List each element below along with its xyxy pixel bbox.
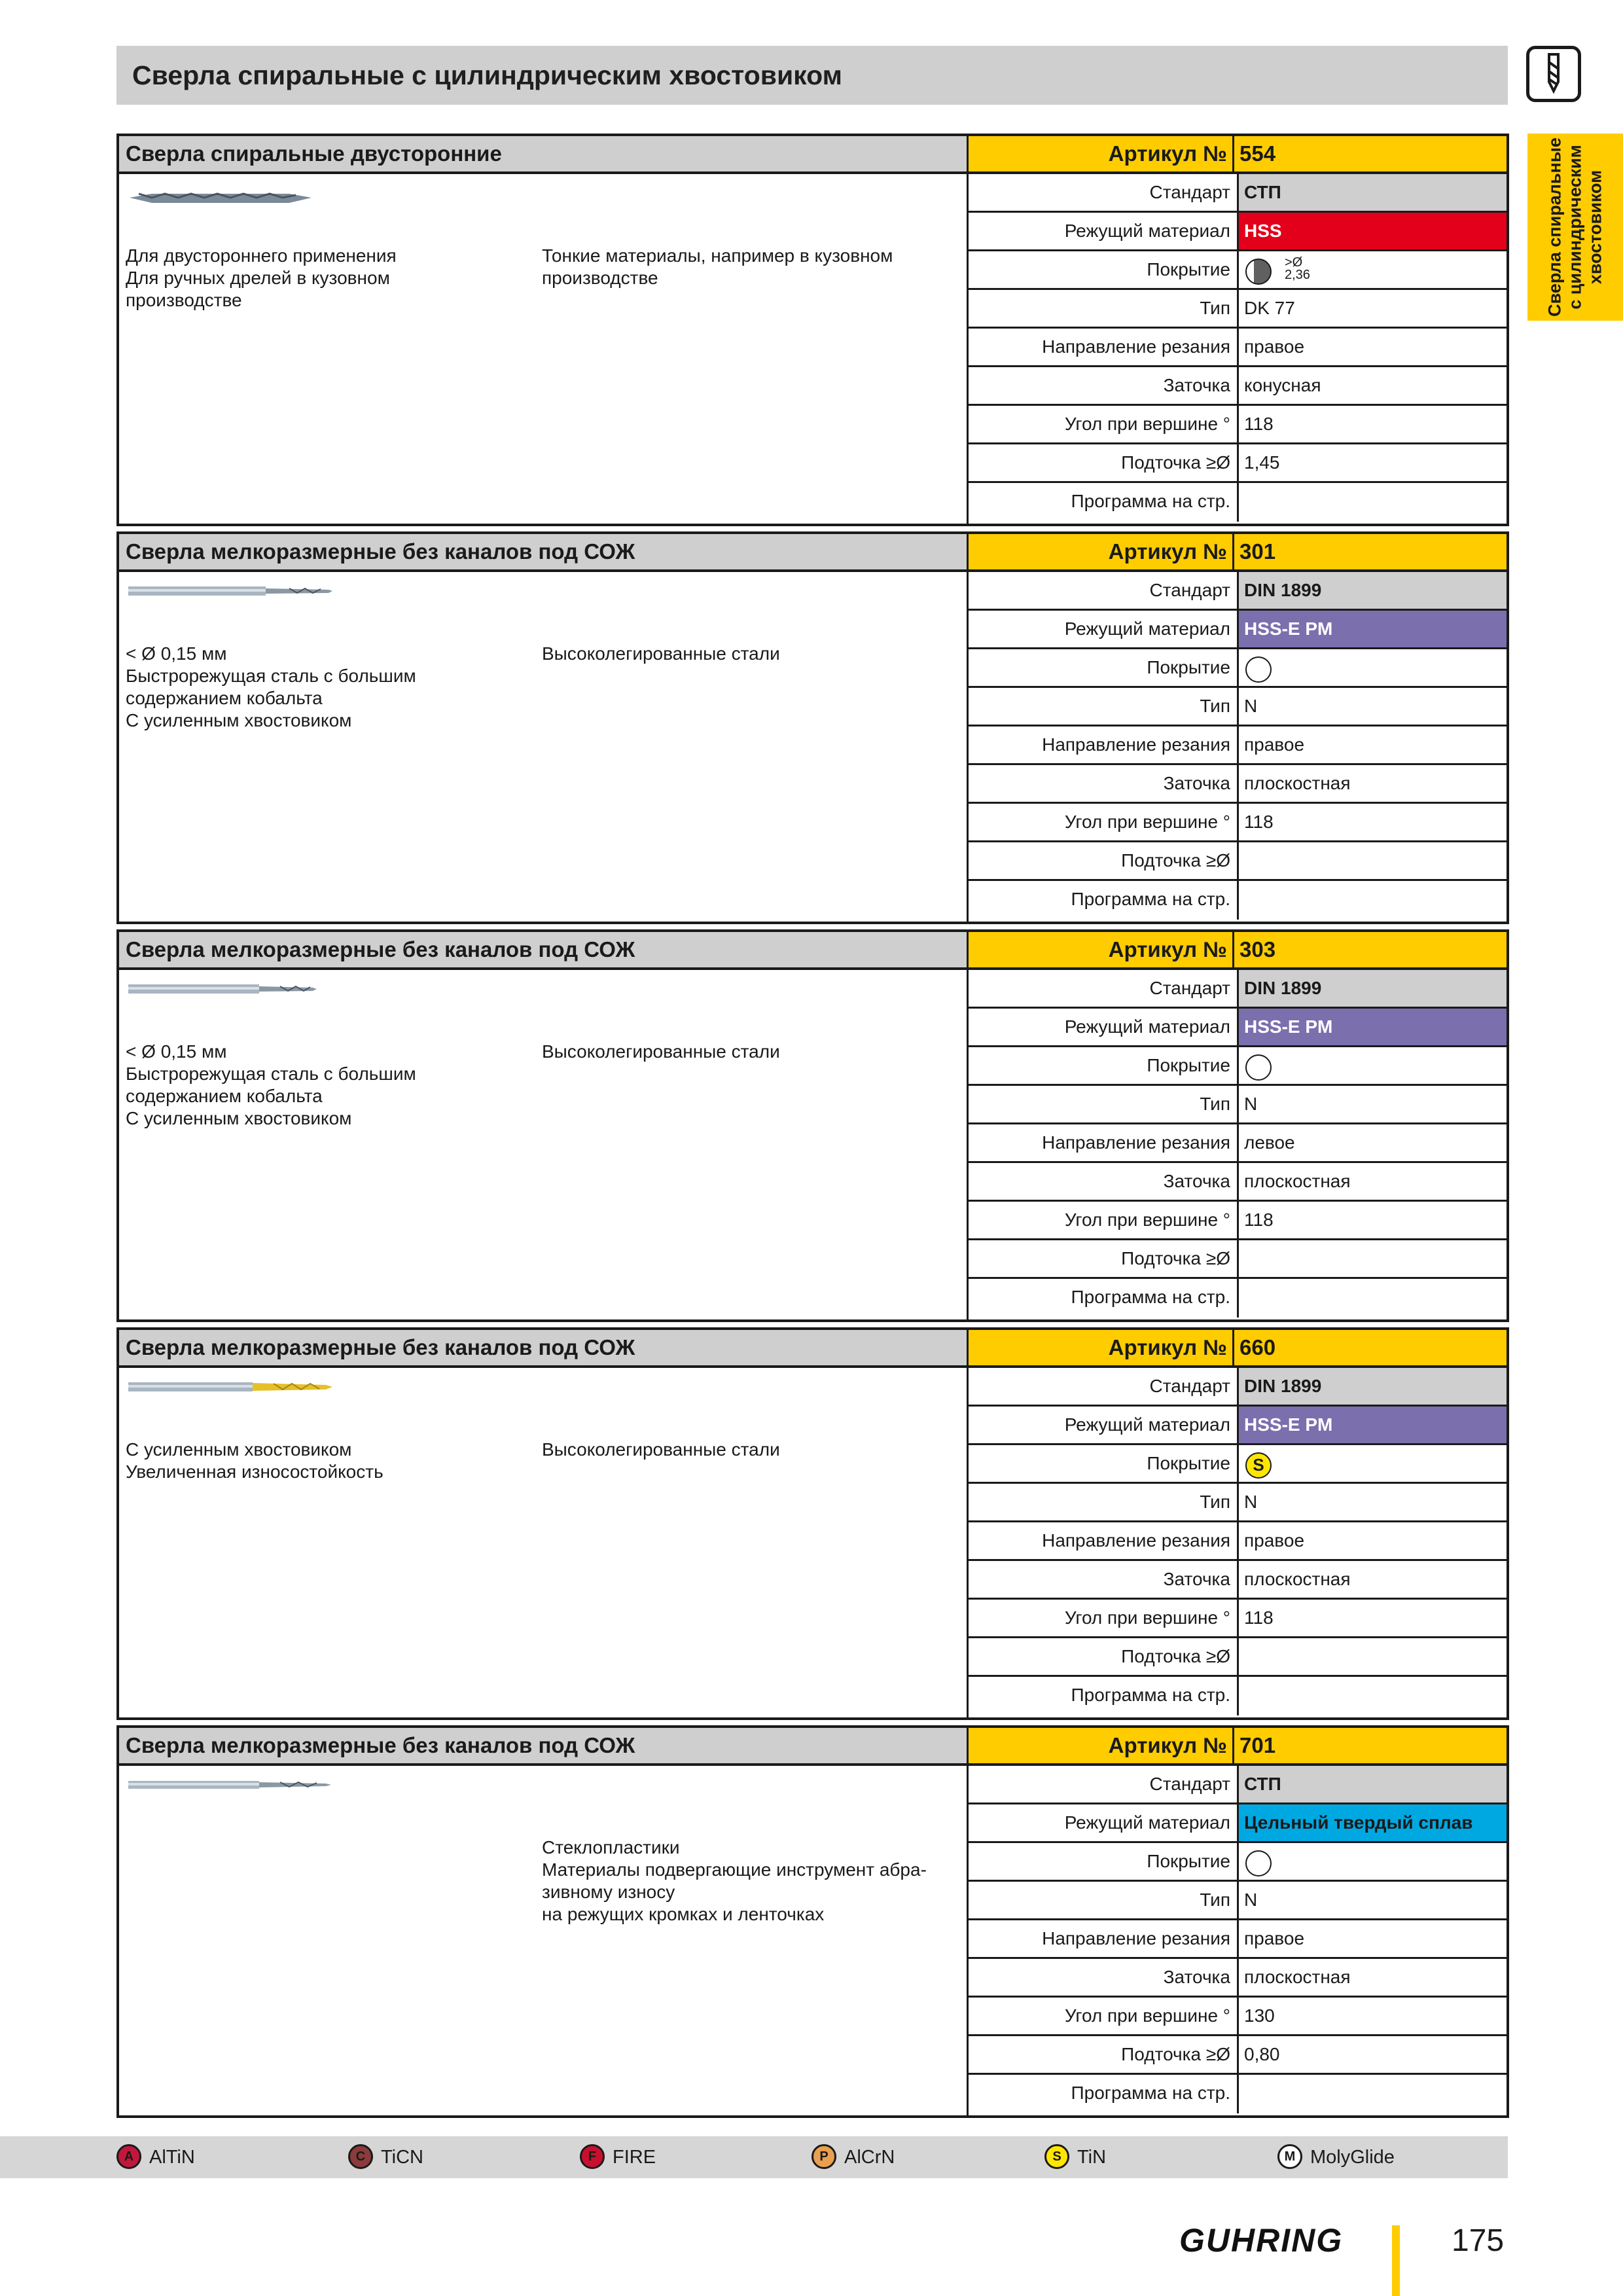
empty-circle-icon bbox=[1245, 1850, 1272, 1876]
type-cell bbox=[1239, 290, 1507, 327]
article-number[interactable]: 701 bbox=[1240, 1733, 1276, 1757]
direction-label: Направление резания bbox=[969, 329, 1239, 365]
direction-label: Направление резания bbox=[969, 1522, 1239, 1559]
product-title-bar bbox=[119, 1728, 969, 1766]
program-label: Программа на стр. bbox=[969, 881, 1239, 920]
material-cell bbox=[1239, 611, 1507, 647]
angle-value: 118 bbox=[1244, 1607, 1274, 1628]
spec-row-thinning bbox=[969, 2036, 1507, 2075]
legend-label: AlCrN bbox=[844, 2147, 895, 2168]
article-label: Артикул № bbox=[969, 136, 1234, 171]
spec-row-thinning bbox=[969, 1638, 1507, 1677]
thinning-cell bbox=[1239, 1240, 1507, 1277]
coating-label: Покрытие bbox=[969, 1047, 1239, 1084]
thinning-cell bbox=[1239, 1638, 1507, 1675]
drill-category-icon bbox=[1526, 46, 1581, 102]
point-cell bbox=[1239, 765, 1507, 802]
coating-threshold: >Ø 2,36 bbox=[1285, 255, 1310, 282]
guhring-logo: GUHRING bbox=[1179, 2222, 1344, 2259]
legend-label: TiCN bbox=[381, 2147, 423, 2168]
direction-value: правое bbox=[1244, 734, 1305, 755]
program-cell bbox=[1239, 1677, 1507, 1715]
program-label: Программа на стр. bbox=[969, 483, 1239, 522]
point-value: плоскостная bbox=[1244, 773, 1351, 793]
point-cell bbox=[1239, 1561, 1507, 1598]
point-value: плоскостная bbox=[1244, 1569, 1351, 1589]
spec-row-coating bbox=[969, 649, 1507, 688]
description-materials: Тонкие материалы, например в кузовном производстве bbox=[542, 245, 893, 288]
page-title: Сверла спиральные с цилиндрическим хвостовиком bbox=[132, 60, 842, 90]
spec-row-point bbox=[969, 1959, 1507, 1998]
spec-row-type bbox=[969, 1086, 1507, 1124]
ticn-coating-icon: C bbox=[348, 2144, 373, 2169]
article-header bbox=[969, 1330, 1507, 1368]
spec-row-angle bbox=[969, 406, 1507, 444]
material-cell bbox=[1239, 1009, 1507, 1045]
description-primary: < Ø 0,15 мм Быстрорежущая сталь с большим содержанием кобальта С усиленным хвостовиком bbox=[126, 643, 416, 730]
angle-cell bbox=[1239, 804, 1507, 840]
spec-row-point bbox=[969, 1561, 1507, 1600]
alcrn-coating-icon: P bbox=[812, 2144, 836, 2169]
spec-row-coating bbox=[969, 1047, 1507, 1086]
thinning-label: Подточка ≥Ø bbox=[969, 1638, 1239, 1675]
product-title-bar bbox=[119, 932, 969, 970]
type-label: Тип bbox=[969, 688, 1239, 725]
point-value: конусная bbox=[1244, 375, 1321, 395]
type-value: N bbox=[1244, 1094, 1258, 1114]
spec-row-coating bbox=[969, 1445, 1507, 1484]
product-block-701 bbox=[116, 1725, 1509, 2118]
product-description bbox=[119, 1766, 969, 2115]
type-label: Тип bbox=[969, 1882, 1239, 1918]
type-cell bbox=[1239, 688, 1507, 725]
angle-value: 118 bbox=[1244, 812, 1274, 832]
type-value: DK 77 bbox=[1244, 298, 1295, 318]
side-tab-label: Сверла спиральные с цилиндрическим хвостовиком bbox=[1544, 137, 1605, 317]
point-label: Заточка bbox=[969, 367, 1239, 404]
legend-label: TiN bbox=[1077, 2147, 1107, 2168]
spec-row-direction bbox=[969, 726, 1507, 765]
spec-row-material bbox=[969, 611, 1507, 649]
direction-value: левое bbox=[1244, 1132, 1295, 1153]
material-cell bbox=[1239, 1804, 1507, 1841]
angle-label: Угол при вершине ° bbox=[969, 1202, 1239, 1238]
coating-cell bbox=[1239, 1047, 1507, 1084]
thinning-label: Подточка ≥Ø bbox=[969, 842, 1239, 879]
thinning-label: Подточка ≥Ø bbox=[969, 2036, 1239, 2073]
product-title: Сверла мелкоразмерные без каналов под СОЖ bbox=[126, 937, 635, 961]
product-title: Сверла мелкоразмерные без каналов под СОЖ bbox=[126, 1335, 635, 1359]
article-label: Артикул № bbox=[969, 932, 1234, 967]
spec-row-standard bbox=[969, 1766, 1507, 1804]
direction-value: правое bbox=[1244, 1928, 1305, 1948]
type-cell bbox=[1239, 1484, 1507, 1520]
direction-value: правое bbox=[1244, 336, 1305, 357]
description-primary: Для двустороннего применения Для ручных дрелей в кузовном производстве bbox=[126, 245, 397, 310]
thinning-label: Подточка ≥Ø bbox=[969, 1240, 1239, 1277]
spec-row-program bbox=[969, 881, 1507, 920]
coating-cell bbox=[1239, 251, 1507, 288]
product-block-301 bbox=[116, 531, 1509, 924]
thinning-cell bbox=[1239, 842, 1507, 879]
tin-coating-icon: S bbox=[1044, 2144, 1069, 2169]
type-label: Тип bbox=[969, 290, 1239, 327]
material-label: Режущий материал bbox=[969, 1009, 1239, 1045]
direction-cell bbox=[1239, 1920, 1507, 1957]
article-number[interactable]: 554 bbox=[1240, 141, 1276, 166]
thinning-value: 1,45 bbox=[1244, 452, 1280, 473]
product-title: Сверла мелкоразмерные без каналов под СОЖ bbox=[126, 1733, 635, 1757]
standard-value: DIN 1899 bbox=[1244, 580, 1322, 600]
coating-label: Покрытие bbox=[969, 251, 1239, 288]
page-header bbox=[116, 46, 1508, 105]
standard-value: СТП bbox=[1244, 1774, 1281, 1794]
program-label: Программа на стр. bbox=[969, 1677, 1239, 1715]
spec-row-coating bbox=[969, 251, 1507, 290]
description-primary: С усиленным хвостовиком Увеличенная износостойкость bbox=[126, 1439, 383, 1482]
spec-table bbox=[969, 572, 1507, 922]
spec-row-direction bbox=[969, 1920, 1507, 1959]
empty-circle-icon bbox=[1245, 656, 1272, 683]
point-label: Заточка bbox=[969, 1561, 1239, 1598]
direction-cell bbox=[1239, 329, 1507, 365]
spec-row-direction bbox=[969, 329, 1507, 367]
program-cell bbox=[1239, 483, 1507, 522]
standard-cell bbox=[1239, 1766, 1507, 1803]
angle-cell bbox=[1239, 1202, 1507, 1238]
direction-cell bbox=[1239, 1124, 1507, 1161]
angle-label: Угол при вершине ° bbox=[969, 1998, 1239, 2034]
program-cell bbox=[1239, 2075, 1507, 2113]
direction-cell bbox=[1239, 1522, 1507, 1559]
standard-cell bbox=[1239, 970, 1507, 1007]
angle-cell bbox=[1239, 1600, 1507, 1636]
standard-value: DIN 1899 bbox=[1244, 1376, 1322, 1396]
product-description bbox=[119, 174, 969, 524]
type-cell bbox=[1239, 1086, 1507, 1122]
spec-row-angle bbox=[969, 1202, 1507, 1240]
molyglide-coating-icon: M bbox=[1277, 2144, 1302, 2169]
direction-label: Направление резания bbox=[969, 1920, 1239, 1957]
spec-row-standard bbox=[969, 1368, 1507, 1407]
product-title-bar bbox=[119, 1330, 969, 1368]
article-label: Артикул № bbox=[969, 1330, 1234, 1365]
thinning-cell bbox=[1239, 2036, 1507, 2073]
program-cell bbox=[1239, 1279, 1507, 1318]
spec-row-coating bbox=[969, 1843, 1507, 1882]
spec-row-thinning bbox=[969, 1240, 1507, 1279]
spec-row-program bbox=[969, 1677, 1507, 1715]
direction-value: правое bbox=[1244, 1530, 1305, 1551]
type-cell bbox=[1239, 1882, 1507, 1918]
standard-cell bbox=[1239, 572, 1507, 609]
point-value: плоскостная bbox=[1244, 1171, 1351, 1191]
spec-table bbox=[969, 970, 1507, 1319]
material-value: HSS-E PM bbox=[1244, 1414, 1333, 1435]
standard-label: Стандарт bbox=[969, 1368, 1239, 1405]
point-label: Заточка bbox=[969, 1959, 1239, 1996]
description-materials: Высоколегированные стали bbox=[542, 1041, 780, 1062]
type-value: N bbox=[1244, 1890, 1258, 1910]
spec-table bbox=[969, 1766, 1507, 2115]
product-title-bar bbox=[119, 534, 969, 572]
spec-row-program bbox=[969, 1279, 1507, 1318]
spec-row-point bbox=[969, 765, 1507, 804]
point-value: плоскостная bbox=[1244, 1967, 1351, 1987]
spec-row-angle bbox=[969, 1998, 1507, 2036]
spec-row-type bbox=[969, 1882, 1507, 1920]
material-label: Режущий материал bbox=[969, 213, 1239, 249]
angle-value: 118 bbox=[1244, 1210, 1274, 1230]
spec-row-material bbox=[969, 213, 1507, 251]
product-block-554 bbox=[116, 134, 1509, 526]
spec-row-material bbox=[969, 1009, 1507, 1047]
type-value: N bbox=[1244, 1492, 1258, 1512]
description-materials: Стеклопластики Материалы подвергающие инструмент абра- зивному износу на режущих кромках и ленточках bbox=[542, 1837, 927, 1924]
article-header bbox=[969, 932, 1507, 970]
spec-row-angle bbox=[969, 804, 1507, 842]
thinning-cell bbox=[1239, 444, 1507, 481]
program-label: Программа на стр. bbox=[969, 1279, 1239, 1318]
spec-row-point bbox=[969, 367, 1507, 406]
material-cell bbox=[1239, 213, 1507, 249]
standard-label: Стандарт bbox=[969, 174, 1239, 211]
material-value: HSS-E PM bbox=[1244, 1016, 1333, 1037]
type-value: N bbox=[1244, 696, 1258, 716]
direction-label: Направление резания bbox=[969, 1124, 1239, 1161]
material-label: Режущий материал bbox=[969, 611, 1239, 647]
product-block-303 bbox=[116, 929, 1509, 1322]
spec-row-angle bbox=[969, 1600, 1507, 1638]
altin-coating-icon: A bbox=[116, 2144, 141, 2169]
coating-legend bbox=[0, 2136, 1508, 2178]
type-label: Тип bbox=[969, 1086, 1239, 1122]
type-label: Тип bbox=[969, 1484, 1239, 1520]
legend-label: AlTiN bbox=[149, 2147, 195, 2168]
spec-row-thinning bbox=[969, 444, 1507, 483]
coating-cell bbox=[1239, 1445, 1507, 1482]
program-label: Программа на стр. bbox=[969, 2075, 1239, 2113]
product-description bbox=[119, 1368, 969, 1717]
angle-label: Угол при вершине ° bbox=[969, 1600, 1239, 1636]
point-cell bbox=[1239, 1163, 1507, 1200]
article-header bbox=[969, 136, 1507, 174]
empty-circle-icon bbox=[1245, 1054, 1272, 1081]
angle-value: 130 bbox=[1244, 2005, 1275, 2026]
coating-cell bbox=[1239, 1843, 1507, 1880]
product-description bbox=[119, 970, 969, 1319]
drill-image bbox=[126, 1775, 335, 1798]
drill-image bbox=[126, 979, 335, 1002]
standard-value: DIN 1899 bbox=[1244, 978, 1322, 998]
coating-label: Покрытие bbox=[969, 1445, 1239, 1482]
coating-label: Покрытие bbox=[969, 649, 1239, 686]
standard-label: Стандарт bbox=[969, 1766, 1239, 1803]
page-number: 175 bbox=[1452, 2223, 1505, 2258]
spec-row-direction bbox=[969, 1124, 1507, 1163]
spec-row-type bbox=[969, 1484, 1507, 1522]
side-tab[interactable] bbox=[1527, 134, 1623, 321]
standard-value: СТП bbox=[1244, 182, 1281, 202]
spec-row-program bbox=[969, 2075, 1507, 2113]
spec-row-thinning bbox=[969, 842, 1507, 881]
article-label: Артикул № bbox=[969, 534, 1234, 569]
article-number[interactable]: 301 bbox=[1240, 539, 1276, 564]
standard-label: Стандарт bbox=[969, 970, 1239, 1007]
material-value: HSS bbox=[1244, 221, 1282, 241]
thinning-value: 0,80 bbox=[1244, 2044, 1280, 2064]
spec-row-standard bbox=[969, 970, 1507, 1009]
drill-image bbox=[126, 1377, 335, 1400]
coating-label: Покрытие bbox=[969, 1843, 1239, 1880]
point-cell bbox=[1239, 1959, 1507, 1996]
angle-label: Угол при вершине ° bbox=[969, 406, 1239, 442]
standard-cell bbox=[1239, 1368, 1507, 1405]
material-value: Цельный твердый сплав bbox=[1244, 1812, 1473, 1833]
spec-table bbox=[969, 1368, 1507, 1717]
standard-cell bbox=[1239, 174, 1507, 211]
description-materials: Высоколегированные стали bbox=[542, 643, 780, 664]
product-title: Сверла спиральные двусторонние bbox=[126, 141, 502, 166]
footer-accent-bar bbox=[1392, 2225, 1400, 2296]
spec-row-type bbox=[969, 290, 1507, 329]
description-primary: < Ø 0,15 мм Быстрорежущая сталь с большим содержанием кобальта С усиленным хвостовиком bbox=[126, 1041, 416, 1128]
angle-label: Угол при вершине ° bbox=[969, 804, 1239, 840]
drill-image bbox=[126, 183, 315, 219]
article-label: Артикул № bbox=[969, 1728, 1234, 1763]
product-title: Сверла мелкоразмерные без каналов под СОЖ bbox=[126, 539, 635, 564]
point-cell bbox=[1239, 367, 1507, 404]
article-header bbox=[969, 534, 1507, 572]
article-header bbox=[969, 1728, 1507, 1766]
spec-row-material bbox=[969, 1407, 1507, 1445]
spec-row-material bbox=[969, 1804, 1507, 1843]
material-cell bbox=[1239, 1407, 1507, 1443]
direction-cell bbox=[1239, 726, 1507, 763]
angle-cell bbox=[1239, 1998, 1507, 2034]
article-number[interactable]: 303 bbox=[1240, 937, 1276, 961]
material-value: HSS-E PM bbox=[1244, 619, 1333, 639]
spec-row-direction bbox=[969, 1522, 1507, 1561]
angle-cell bbox=[1239, 406, 1507, 442]
article-number[interactable]: 660 bbox=[1240, 1335, 1276, 1359]
spec-row-program bbox=[969, 483, 1507, 522]
spec-row-standard bbox=[969, 572, 1507, 611]
product-description bbox=[119, 572, 969, 922]
spec-row-standard bbox=[969, 174, 1507, 213]
fire-coating-icon: F bbox=[580, 2144, 605, 2169]
product-block-660 bbox=[116, 1327, 1509, 1720]
tin-s-icon: S bbox=[1245, 1452, 1272, 1479]
point-label: Заточка bbox=[969, 765, 1239, 802]
description-materials: Высоколегированные стали bbox=[542, 1439, 780, 1460]
spec-table bbox=[969, 174, 1507, 524]
material-label: Режущий материал bbox=[969, 1804, 1239, 1841]
spec-row-type bbox=[969, 688, 1507, 726]
legend-label: MolyGlide bbox=[1310, 2147, 1395, 2168]
drill-image bbox=[126, 581, 335, 604]
spec-row-point bbox=[969, 1163, 1507, 1202]
product-title-bar bbox=[119, 136, 969, 174]
angle-value: 118 bbox=[1244, 414, 1274, 434]
material-label: Режущий материал bbox=[969, 1407, 1239, 1443]
program-cell bbox=[1239, 881, 1507, 920]
point-label: Заточка bbox=[969, 1163, 1239, 1200]
standard-label: Стандарт bbox=[969, 572, 1239, 609]
half-filled-circle-icon bbox=[1245, 259, 1272, 285]
coating-cell bbox=[1239, 649, 1507, 686]
thinning-label: Подточка ≥Ø bbox=[969, 444, 1239, 481]
direction-label: Направление резания bbox=[969, 726, 1239, 763]
legend-label: FIRE bbox=[613, 2147, 656, 2168]
